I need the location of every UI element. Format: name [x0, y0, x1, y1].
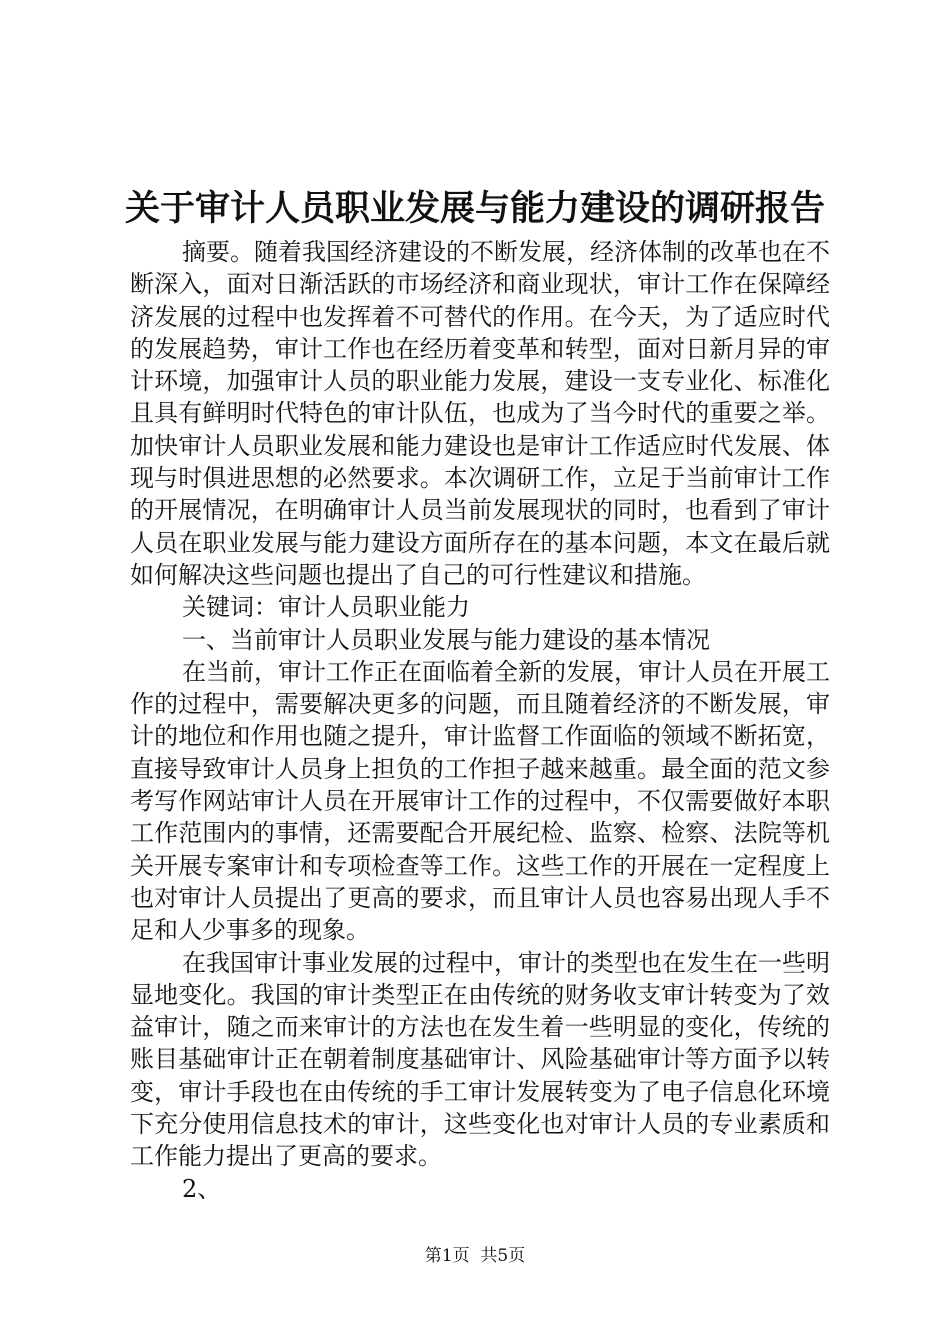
abstract-paragraph: 摘要。随着我国经济建设的不断发展，经济体制的改革也在不断深入，面对日渐活跃的市场经济和商业现状，审计工作在保障经济发展的过程中也发挥着不可替代的作用。在今天，为了适应时代的发展趋势，审计工作也在经历着变革和转型，面对日新月异的审计环境，加强审计人员的职业能力发展，建设一支专业化、标准化且具有鲜明时代特色的审计队伍，也成为了当今时代的重要之举。加快审计人员职业发展和能力建设也是审计工作适应时代发展、体现与时俱进思想的必然要求。本次调研工作，立足于当前审计工作的开展情况，在明确审计人员当前发展现状的同时，也看到了审计人员在职业发展与能力建设方面所存在的基本问题，本文在最后就如何解决这些问题也提出了自己的可行性建议和措施。 [130, 238, 830, 589]
document-title: 关于审计人员职业发展与能力建设的调研报告 [124, 188, 825, 229]
page-footer: 第1页 共5页 [424, 1246, 526, 1266]
keywords-line: 关键词：审计人员职业能力 [182, 593, 470, 622]
document-body [130, 236, 830, 1205]
body-paragraph: 在我国审计事业发展的过程中，审计的类型也在发生在一些明显地变化。我国的审计类型正在由传统的财务收支审计转变为了效益审计，随之而来审计的方法也在发生着一些明显的变化，传统的账目基础审计正在朝着制度基础审计、风险基础审计等方面予以转变，审计手段也在由传统的手工审计发展转变为了电子信息化环境下充分使用信息技术的审计，这些变化也对审计人员的专业素质和工作能力提出了更高的要求。 [130, 948, 830, 1171]
subsection-number: 2、 [182, 1174, 222, 1203]
section-heading: 一、当前审计人员职业发展与能力建设的基本情况 [182, 625, 710, 654]
body-paragraph: 在当前，审计工作正在面临着全新的发展，审计人员在开展工作的过程中，需要解决更多的问题，而且随着经济的不断发展，审计的地位和作用也随之提升，审计监督工作面临的领域不断拓宽，直接导致审计人员身上担负的工作担子越来越重。最全面的范文参考写作网站审计人员在开展审计工作的过程中，不仅需要做好本职工作范围内的事情，还需要配合开展纪检、监察、检察、法院等机关开展专案审计和专项检查等工作。这些工作的开展在一定程度上也对审计人员提出了更高的要求，而且审计人员也容易出现人手不足和人少事多的现象。 [130, 657, 830, 945]
